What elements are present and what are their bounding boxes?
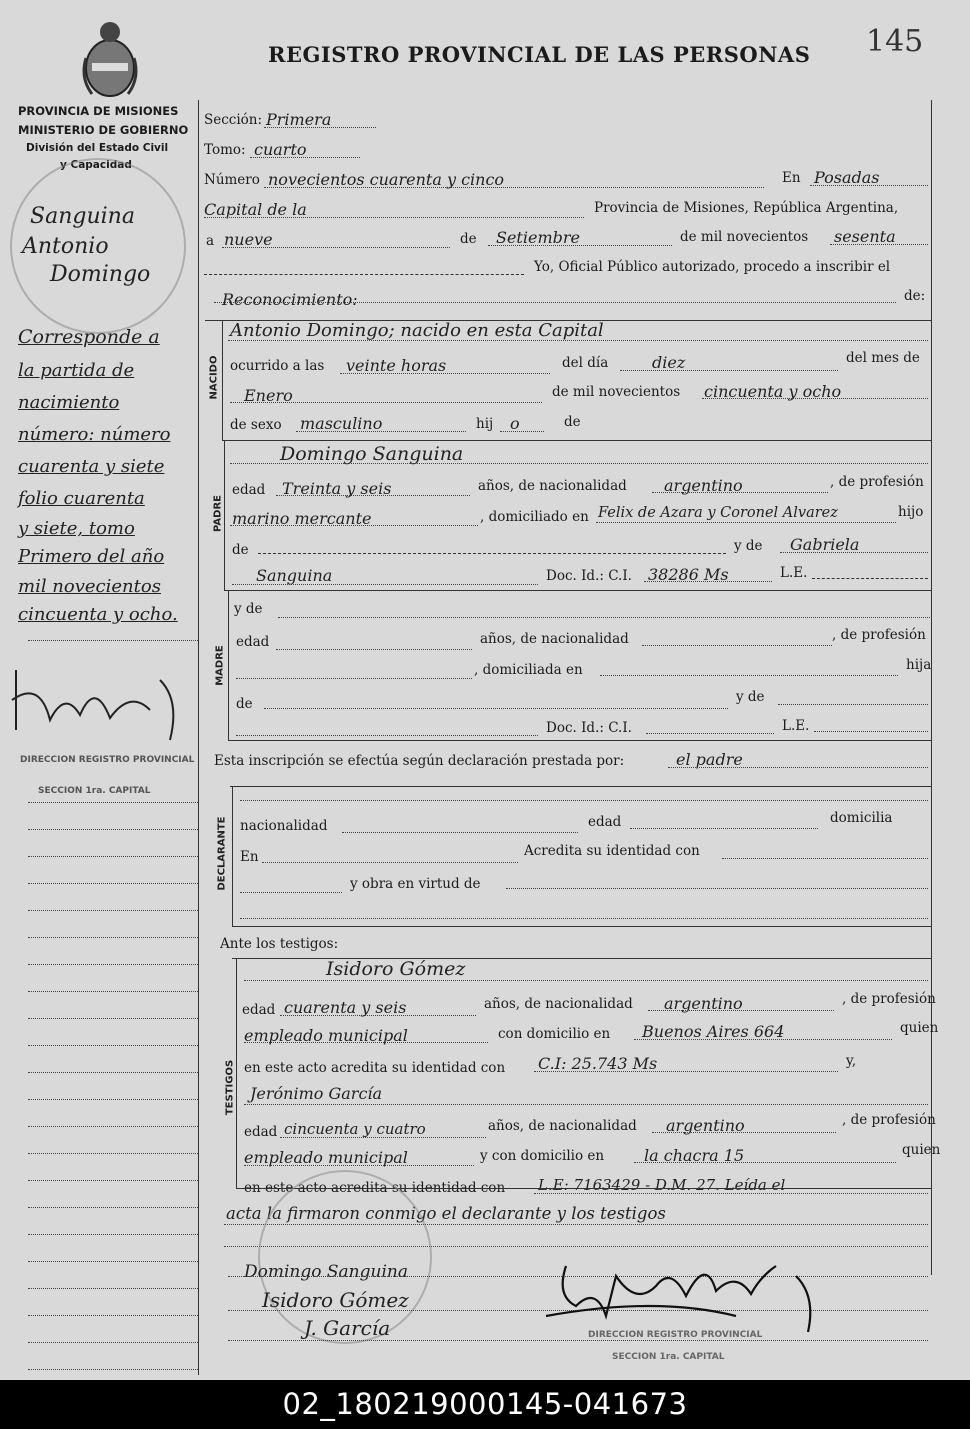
image-code: 02_180219000145-041673 <box>282 1387 688 1421</box>
label-numero: Número <box>204 172 260 188</box>
line <box>232 926 931 927</box>
line <box>668 767 928 768</box>
label-de-sexo: de sexo <box>230 417 282 433</box>
line <box>222 247 450 248</box>
value-mes-nac: Enero <box>244 386 293 405</box>
line <box>702 398 928 399</box>
margin-line <box>28 1018 198 1019</box>
margin-line <box>28 802 198 803</box>
margin-note-6: folio cuarenta <box>18 488 145 509</box>
line <box>596 522 896 523</box>
value-nacido: Antonio Domingo; nacido en esta Capital <box>230 320 604 341</box>
line <box>232 786 233 926</box>
line <box>258 553 726 554</box>
label-edad-t2: edad <box>244 1124 278 1140</box>
margin-line <box>28 1369 198 1370</box>
value-hora: veinte horas <box>346 356 447 375</box>
margin-line <box>28 1315 198 1316</box>
margin-line <box>28 910 198 911</box>
line <box>630 828 818 829</box>
value-t2-nac: argentino <box>666 1116 745 1135</box>
value-declarante: el padre <box>676 750 743 769</box>
line <box>244 1042 488 1043</box>
value-numero: novecientos cuarenta y cinco <box>268 170 505 189</box>
label-de-madre: de <box>236 696 253 712</box>
form-border-right <box>931 100 932 1275</box>
value-en: Posadas <box>814 168 880 187</box>
bottom-stamp-sub: SECCION 1ra. CAPITAL <box>612 1352 725 1362</box>
value-t1-nac: argentino <box>664 994 743 1013</box>
line <box>228 340 928 341</box>
value-padre-madre-apellido: Sanguina <box>256 566 333 585</box>
label-inscripcion: Esta inscripción se efectúa según declaración prestada por: <box>214 753 625 769</box>
value-anio-nac: cincuenta y ocho <box>704 382 842 401</box>
value-dia: nueve <box>224 230 273 249</box>
bottom-stamp-text: DIRECCION REGISTRO PROVINCIAL <box>588 1330 763 1340</box>
label-del-mes: del mes de <box>846 350 920 366</box>
line <box>236 678 472 679</box>
province-line-1: PROVINCIA DE MISIONES <box>18 104 179 118</box>
label-en-este-acto-t2: en este acto acredita su identidad con <box>244 1180 506 1196</box>
label-en-este-acto-t1: en este acto acredita su identidad con <box>244 1060 506 1076</box>
line <box>646 733 774 734</box>
label-ante-testigos: Ante los testigos: <box>220 936 339 952</box>
value-t1-prof: empleado municipal <box>244 1026 408 1045</box>
line <box>244 1165 474 1166</box>
label-de-padre: de <box>232 542 249 558</box>
label-y-de-padre: y de <box>734 538 763 554</box>
signature-witness-1: Isidoro Gómez <box>262 1288 409 1312</box>
value-t2-prof: empleado municipal <box>244 1148 408 1167</box>
value-t1-edad: cuarenta y seis <box>284 998 407 1017</box>
margin-signature <box>10 660 190 750</box>
line <box>620 370 838 371</box>
value-tomo: cuarto <box>254 140 307 159</box>
margin-stamp-sub: SECCION 1ra. CAPITAL <box>38 786 151 796</box>
line <box>240 892 342 893</box>
value-anio: sesenta <box>834 227 896 246</box>
line <box>262 862 518 863</box>
label-domiciliado: , domiciliado en <box>480 509 589 525</box>
line <box>230 786 931 787</box>
margin-line <box>28 1045 198 1046</box>
signature-father: Domingo Sanguina <box>244 1262 408 1282</box>
value-hij-suffix: o <box>510 414 520 433</box>
line <box>488 245 672 246</box>
label-hij: hij <box>476 416 494 432</box>
line <box>634 1162 896 1163</box>
margin-line <box>28 1234 198 1235</box>
margin-line <box>28 640 198 641</box>
margin-note-9: mil novecientos <box>18 576 161 597</box>
margin-line <box>28 1153 198 1154</box>
margin-line <box>28 964 198 965</box>
line <box>224 440 225 590</box>
margin-name-2: Antonio <box>22 234 109 259</box>
value-padre-madre: Gabriela <box>790 535 860 554</box>
line <box>230 525 478 526</box>
label-con-domicilio-t1: con domicilio en <box>498 1026 611 1042</box>
label-de-1: de <box>460 231 477 247</box>
label-tomo: Tomo: <box>204 142 246 158</box>
line <box>814 731 928 732</box>
line <box>642 645 832 646</box>
line <box>240 918 928 919</box>
document-title: REGISTRO PROVINCIAL DE LAS PERSONAS <box>268 42 811 67</box>
line <box>278 617 930 618</box>
signature-witness-2: J. García <box>304 1316 391 1340</box>
label-acredita: Acredita su identidad con <box>524 843 700 859</box>
line <box>340 373 550 374</box>
value-padre-nacionalidad: argentino <box>664 476 743 495</box>
line <box>634 1039 892 1040</box>
label-de-colon: de: <box>904 288 926 304</box>
side-label-madre: MADRE <box>214 645 226 686</box>
label-domiciliada: , domiciliada en <box>474 662 583 678</box>
side-label-nacido: NACIDO <box>208 355 220 400</box>
margin-line <box>28 991 198 992</box>
line <box>500 431 544 432</box>
label-le-madre: L.E. <box>782 718 810 734</box>
line <box>276 495 470 496</box>
label-anos-nac-t1: años, de nacionalidad <box>484 996 633 1012</box>
line <box>296 431 466 432</box>
label-mil-novecientos-nac: de mil novecientos <box>552 384 681 400</box>
province-line-2: MINISTERIO DE GOBIERNO <box>18 123 189 137</box>
value-t1-dom: Buenos Aires 664 <box>642 1022 785 1041</box>
label-doc-id-padre: Doc. Id.: C.I. <box>546 568 632 584</box>
line <box>778 704 928 705</box>
margin-line <box>28 1180 198 1181</box>
value-dia-nac: diez <box>652 353 686 372</box>
value-t2-id: L.E: 7163429 - D.M. 27. Leída el <box>538 1176 786 1194</box>
line <box>644 581 772 582</box>
line <box>264 187 764 188</box>
margin-line <box>28 937 198 938</box>
label-quien-t2: quien <box>902 1142 941 1158</box>
line <box>222 440 931 441</box>
margin-note-8: Primero del año <box>18 546 165 567</box>
value-t2-dom: la chacra 15 <box>644 1146 745 1165</box>
label-nacionalidad-decl: nacionalidad <box>240 818 328 834</box>
page-number: 145 <box>866 24 924 59</box>
label-de-mil: de mil novecientos <box>680 229 809 245</box>
line <box>652 492 828 493</box>
line <box>648 1010 834 1011</box>
line <box>652 1132 836 1133</box>
line <box>506 888 928 889</box>
margin-line <box>28 1342 198 1343</box>
province-line-3: División del Estado Civil <box>26 142 169 154</box>
line <box>236 958 237 1188</box>
margin-stamp-text: DIRECCION REGISTRO PROVINCIAL <box>20 755 195 765</box>
line <box>280 1015 476 1016</box>
margin-note-4: número: número <box>18 424 171 445</box>
value-testigo2: Jerónimo García <box>250 1084 383 1103</box>
label-a: a <box>206 233 215 249</box>
line <box>228 590 229 740</box>
value-t1-ci: C.I: 25.743 Ms <box>538 1054 658 1073</box>
label-profesion-t1: , de profesión <box>842 991 936 1007</box>
label-provincia: Provincia de Misiones, República Argentina, <box>594 200 899 216</box>
label-anos-nac-t2: años, de nacionalidad <box>488 1118 637 1134</box>
margin-line <box>28 1288 198 1289</box>
line <box>232 584 538 585</box>
value-padre-domicilio: Felix de Azara y Coronel Alvarez <box>598 505 838 521</box>
label-le-padre: L.E. <box>780 565 808 581</box>
label-profesion-madre: , de profesión <box>832 627 926 643</box>
margin-note-10: cincuenta y ocho. <box>18 604 178 625</box>
line <box>830 244 928 245</box>
label-edad-decl: edad <box>588 814 622 830</box>
line <box>264 708 728 709</box>
margin-name-3: Domingo <box>50 262 151 287</box>
line <box>236 735 538 736</box>
value-t2-edad: cincuenta y cuatro <box>284 1120 426 1138</box>
image-code-bar <box>0 1380 970 1429</box>
margin-line <box>28 1099 198 1100</box>
value-padre-profesion: marino mercante <box>232 509 372 528</box>
line <box>812 578 928 579</box>
coat-of-arms-icon <box>78 18 142 98</box>
label-profesion-t2: , de profesión <box>842 1112 936 1128</box>
line <box>230 402 542 403</box>
value-padre-nombre: Domingo Sanguina <box>280 443 464 465</box>
line <box>204 274 524 275</box>
side-label-declarante: DECLARANTE <box>216 816 228 891</box>
value-padre-edad: Treinta y seis <box>282 479 392 498</box>
label-de-2: de <box>564 414 581 430</box>
label-ocurrido: ocurrido a las <box>230 358 325 374</box>
line <box>534 1071 838 1072</box>
value-sexo: masculino <box>300 414 383 433</box>
line <box>342 832 578 833</box>
margin-line <box>28 1072 198 1073</box>
line <box>722 858 928 859</box>
margin-line <box>28 856 198 857</box>
province-line-4: y Capacidad <box>60 159 132 171</box>
side-label-padre: PADRE <box>212 495 224 532</box>
label-doc-id-madre: Doc. Id.: C.I. <box>546 720 632 736</box>
value-acto: Reconocimiento: <box>222 290 358 309</box>
margin-note-5: cuarenta y siete <box>18 456 165 477</box>
line <box>810 185 928 186</box>
margin-name-1: Sanguina <box>30 204 135 229</box>
label-hija: hija <box>906 657 932 673</box>
line <box>240 800 928 801</box>
value-padre-ci: 38286 Ms <box>648 565 729 584</box>
line <box>250 157 360 158</box>
value-testigo1: Isidoro Gómez <box>326 958 466 980</box>
margin-note-7: y siete, tomo <box>18 518 135 539</box>
label-seccion: Sección: <box>204 112 263 128</box>
margin-note-3: nacimiento <box>18 392 120 413</box>
label-en: En <box>782 170 801 186</box>
label-del-dia: del día <box>562 355 609 371</box>
label-anos-nac-padre: años, de nacionalidad <box>478 478 627 494</box>
label-edad-madre: edad <box>236 634 270 650</box>
label-yo-oficial: Yo, Oficial Público autorizado, procedo a inscribir el <box>534 259 891 275</box>
line <box>204 217 584 218</box>
line <box>230 463 928 464</box>
value-cierre: acta la firmaron conmigo el declarante y los testigos <box>226 1204 666 1223</box>
label-y-t1: y, <box>846 1053 857 1069</box>
line <box>244 980 928 981</box>
label-anos-nac-madre: años, de nacionalidad <box>480 631 629 647</box>
line <box>222 320 223 440</box>
line <box>244 1104 928 1105</box>
label-domicilia: domicilia <box>830 810 893 826</box>
margin-line <box>28 1207 198 1208</box>
label-y-obra: y obra en virtud de <box>350 876 481 892</box>
line <box>228 740 931 741</box>
form-border-left <box>198 100 199 1375</box>
label-profesion-padre: , de profesión <box>830 474 924 490</box>
label-y-de-madre: y de <box>234 601 263 617</box>
line <box>214 302 896 303</box>
margin-line <box>28 1261 198 1262</box>
label-edad-padre: edad <box>232 482 266 498</box>
value-lugar: Capital de la <box>204 200 307 219</box>
side-label-testigos: TESTIGOS <box>224 1059 236 1116</box>
margin-line <box>28 1126 198 1127</box>
label-quien-t1: quien <box>900 1020 939 1036</box>
line <box>276 649 472 650</box>
line <box>264 127 376 128</box>
label-edad-t1: edad <box>242 1002 276 1018</box>
value-mes: Setiembre <box>496 228 580 247</box>
line <box>534 1193 928 1194</box>
line <box>780 552 928 553</box>
margin-line <box>28 883 198 884</box>
margin-line <box>28 829 198 830</box>
line <box>224 590 931 591</box>
line <box>600 675 898 676</box>
value-seccion: Primera <box>266 110 332 129</box>
margin-note-2: la partida de <box>18 360 135 381</box>
label-con-domicilio-t2: y con domicilio en <box>480 1148 605 1164</box>
label-hijo: hijo <box>898 504 924 520</box>
margin-note-1: Corresponde a <box>18 326 160 348</box>
label-en-decl: En <box>240 849 259 865</box>
label-y-de-madre-2: y de <box>736 689 765 705</box>
line <box>280 1137 486 1138</box>
